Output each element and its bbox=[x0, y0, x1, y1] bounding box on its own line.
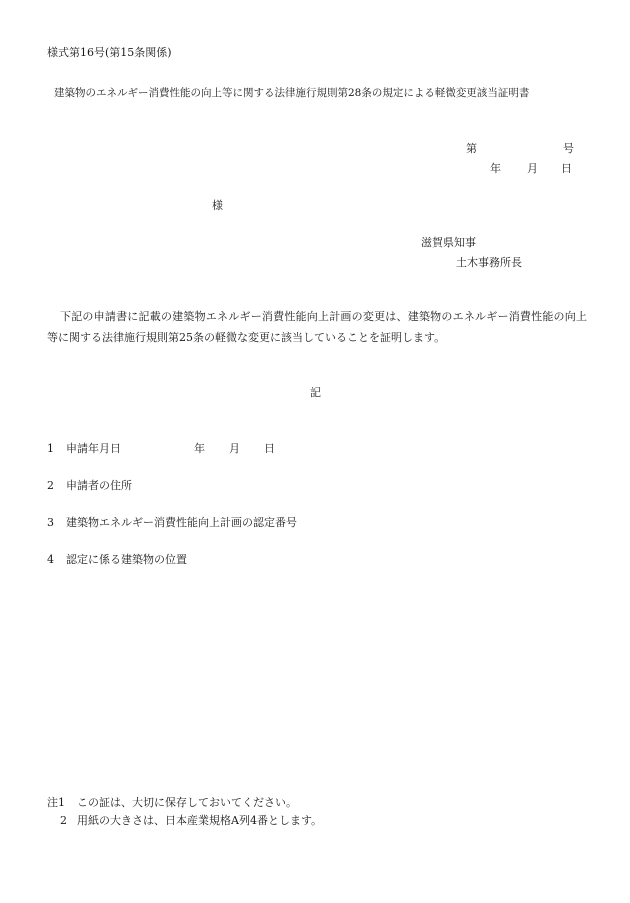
note-prefix: 注1 bbox=[47, 796, 65, 809]
item-number: 4 bbox=[47, 553, 54, 566]
item-label: 申請年月日 bbox=[66, 442, 121, 455]
document-title: 建築物のエネルギー消費性能の向上等に関する法律施行規則第28条の規定による軽微変更該当証明書 bbox=[54, 87, 530, 99]
doc-number-go: 号 bbox=[563, 142, 574, 155]
note-2: 用紙の大きさは、日本産業規格A列4番とします。 bbox=[77, 814, 323, 827]
addressee-sama: 様 bbox=[212, 199, 223, 212]
item-number: 2 bbox=[47, 479, 54, 492]
body-text: 下記の申請書に記載の建築物エネルギー消費性能向上計画の変更は、建築物のエネルギー消費性能の向上等に関する法律施行規則第25条の軽微な変更に該当していることを証明します。 bbox=[47, 310, 587, 344]
item-label: 申請者の住所 bbox=[66, 479, 132, 492]
item-label: 認定に係る建築物の位置 bbox=[66, 553, 187, 566]
item-number: 1 bbox=[47, 442, 54, 455]
date-month: 月 bbox=[527, 162, 538, 175]
item-month: 月 bbox=[229, 442, 240, 455]
note-2-number: 2 bbox=[60, 814, 67, 827]
date-year: 年 bbox=[490, 162, 501, 175]
note-1: この証は、大切に保存しておいてください。 bbox=[77, 796, 297, 809]
item-number: 3 bbox=[47, 516, 54, 529]
issuer-office: 土木事務所長 bbox=[456, 256, 522, 269]
date-day: 日 bbox=[561, 162, 572, 175]
item-year: 年 bbox=[194, 442, 205, 455]
ki-heading: 記 bbox=[310, 386, 321, 399]
item-label: 建築物エネルギー消費性能向上計画の認定番号 bbox=[66, 516, 297, 529]
item-day: 日 bbox=[264, 442, 275, 455]
issuer-governor: 滋賀県知事 bbox=[421, 236, 476, 249]
doc-number-dai: 第 bbox=[466, 142, 477, 155]
form-number: 様式第16号(第15条関係) bbox=[47, 46, 172, 59]
